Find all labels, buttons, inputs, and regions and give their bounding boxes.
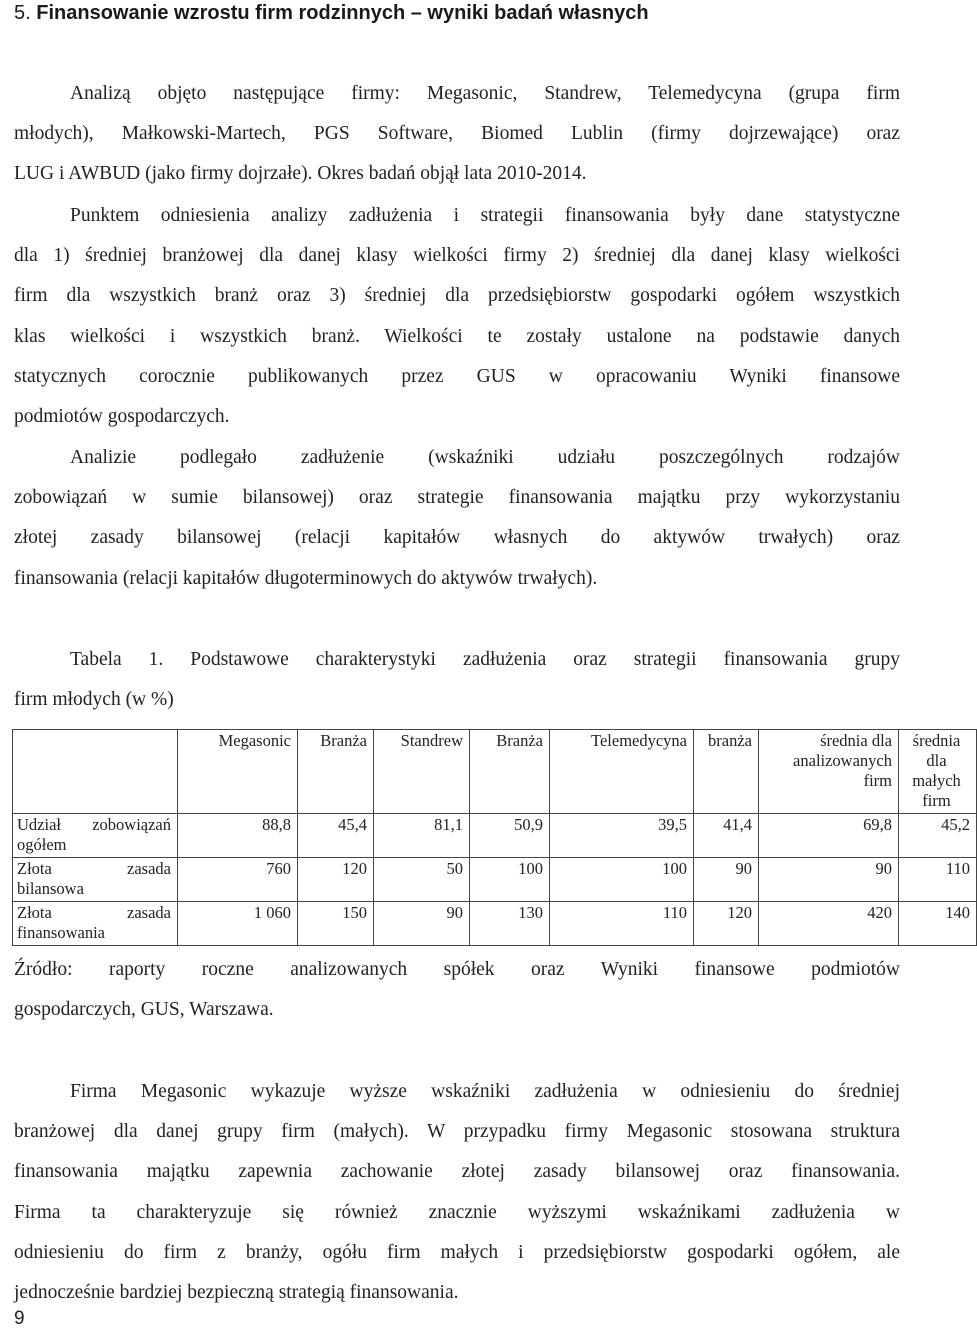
row-label	[13, 858, 178, 902]
text-line: firm dla wszystkich branż oraz 3) średniej dla przedsiębiorstw gospodarki ogółem wszystkich	[14, 285, 900, 307]
source-line: Źródło: raporty roczne analizowanych spółek oraz Wyniki finansowe podmiotów	[14, 959, 900, 980]
table-cell: 90	[694, 858, 759, 902]
row-label	[13, 902, 178, 946]
table-cell: 120	[298, 858, 374, 902]
table-cell: 50	[374, 858, 470, 902]
table-cell: 81,1	[374, 814, 470, 858]
table-cell: 760	[178, 858, 298, 902]
table-row	[13, 814, 977, 858]
paragraph-4	[14, 1072, 900, 1313]
text-line: finansowania majątku zapewnia zachowanie złotej zasady bilansowej oraz finansowania.	[14, 1161, 900, 1183]
row-label-first: Udział zobowiązań	[17, 815, 171, 834]
table-header-cell: Telemedycyna	[550, 730, 694, 814]
text-line: dla 1) średniej branżowej dla danej klasy wielkości firmy 2) średniej dla danej klasy wielkości	[14, 245, 900, 267]
table-header-cell: średnia dla małych firm	[899, 730, 977, 814]
table-header-cell: branża	[694, 730, 759, 814]
table-cell: 45,2	[899, 814, 977, 858]
table-cell: 100	[470, 858, 550, 902]
text-line: jednocześnie bardziej bezpieczną strategią finansowania.	[14, 1281, 459, 1303]
table-header-cell: Standrew	[374, 730, 470, 814]
table-header-cell	[13, 730, 178, 814]
table-cell: 120	[694, 902, 759, 946]
table-cell: 50,9	[470, 814, 550, 858]
row-label-rest: bilansowa	[17, 879, 84, 898]
paragraph-1	[14, 74, 900, 195]
text-line: Firma ta charakteryzuje się również znacznie wyższymi wskaźnikami zadłużenia w	[14, 1201, 900, 1223]
data-table	[12, 729, 977, 946]
table-row	[13, 902, 977, 946]
text-line: zobowiązań w sumie bilansowej) oraz strategie finansowania majątku przy wykorzystaniu	[14, 487, 900, 509]
caption-line: Tabela 1. Podstawowe charakterystyki zadłużenia oraz strategii finansowania grupy	[70, 649, 900, 670]
table-cell: 140	[899, 902, 977, 946]
text-line: LUG i AWBUD (jako firmy dojrzałe). Okres badań objął lata 2010-2014.	[14, 163, 587, 185]
text-line: statycznych corocznie publikowanych przez GUS w opracowaniu Wyniki finansowe	[14, 365, 900, 387]
table-header-cell: średnia dla analizowanych firm	[759, 730, 899, 814]
table-header-row	[13, 730, 977, 814]
table-cell: 110	[550, 902, 694, 946]
page-number: 9	[14, 1308, 25, 1329]
table-cell: 45,4	[298, 814, 374, 858]
table-row	[13, 858, 977, 902]
row-label-first: Złota zasada	[17, 859, 171, 878]
table-cell: 88,8	[178, 814, 298, 858]
row-label-rest: ogółem	[17, 835, 67, 854]
section-title: Finansowanie wzrostu firm rodzinnych – wyniki badań własnych	[36, 2, 649, 24]
table-header-cell: Megasonic	[178, 730, 298, 814]
table-cell: 150	[298, 902, 374, 946]
source-line: gospodarczych, GUS, Warszawa.	[14, 999, 274, 1021]
text-line: Analizą objęto następujące firmy: Megasonic, Standrew, Telemedycyna (grupa firm	[70, 83, 900, 104]
table-cell: 130	[470, 902, 550, 946]
text-line: finansowania (relacji kapitałów długoterminowych do aktywów trwałych).	[14, 567, 598, 589]
paragraph-2	[14, 196, 900, 437]
table-source	[14, 950, 900, 1030]
table-cell: 41,4	[694, 814, 759, 858]
text-line: podmiotów gospodarczych.	[14, 405, 230, 427]
table-cell: 39,5	[550, 814, 694, 858]
row-label	[13, 814, 178, 858]
table-cell: 100	[550, 858, 694, 902]
text-line: młodych), Małkowski-Martech, PGS Software, Biomed Lublin (firmy dojrzewające) oraz	[14, 123, 900, 145]
table-cell: 110	[899, 858, 977, 902]
table-cell: 1 060	[178, 902, 298, 946]
table-caption	[14, 640, 900, 720]
text-line: Firma Megasonic wykazuje wyższe wskaźniki zadłużenia w odniesieniu do średniej	[70, 1081, 900, 1102]
text-line: branżowej dla danej grupy firm (małych). W przypadku firmy Megasonic stosowana struktura	[14, 1121, 900, 1143]
section-heading	[14, 2, 649, 25]
table-cell: 90	[759, 858, 899, 902]
section-number: 5.	[14, 2, 31, 24]
table-cell: 90	[374, 902, 470, 946]
table-cell: 420	[759, 902, 899, 946]
text-line: Analizie podlegało zadłużenie (wskaźniki udziału poszczególnych rodzajów	[70, 447, 900, 468]
text-line: odniesieniu do firm z branży, ogółu firm małych i przedsiębiorstw gospodarki ogółem, ale	[14, 1241, 900, 1263]
table-cell: 69,8	[759, 814, 899, 858]
text-line: Punktem odniesienia analizy zadłużenia i strategii finansowania były dane statystyczne	[70, 205, 900, 226]
row-label-first: Złota zasada	[17, 903, 171, 922]
text-line: klas wielkości i wszystkich branż. Wielkości te zostały ustalone na podstawie danych	[14, 325, 900, 347]
table-header-cell: Branża	[298, 730, 374, 814]
table-header-cell: Branża	[470, 730, 550, 814]
paragraph-3	[14, 438, 900, 599]
caption-line: firm młodych (w %)	[14, 689, 174, 711]
text-line: złotej zasady bilansowej (relacji kapitałów własnych do aktywów trwałych) oraz	[14, 527, 900, 549]
row-label-rest: finansowania	[17, 923, 105, 942]
